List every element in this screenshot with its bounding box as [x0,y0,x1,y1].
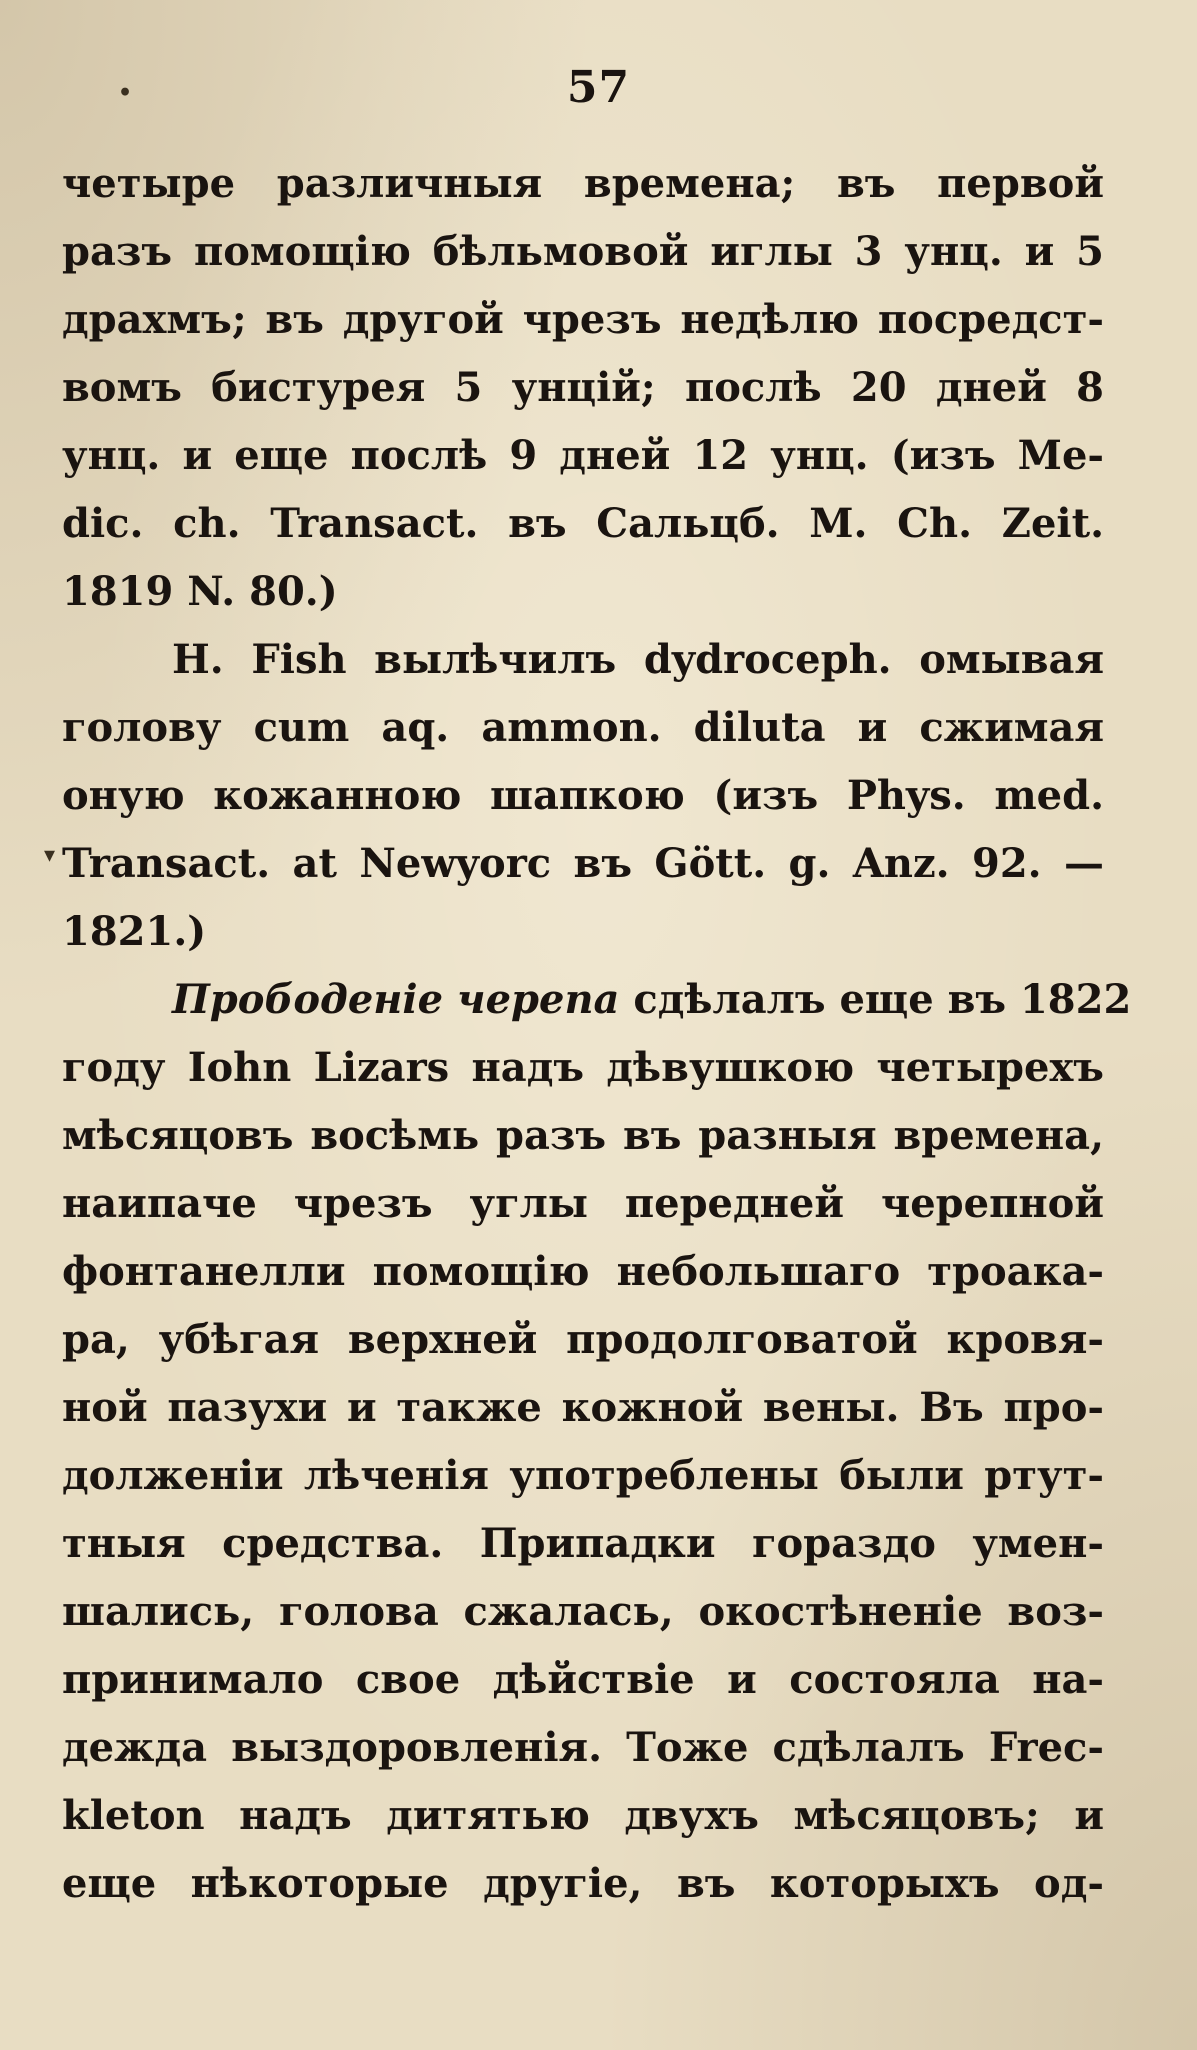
text-line: фонтанелли помощію небольшаго троака- [62,1248,1104,1295]
text-line: шались, голова сжалась, окостѣненіе воз- [62,1588,1104,1635]
margin-mark: ▾ [44,842,56,868]
text-line: четыре различныя времена; въ первой [62,160,1104,207]
text-line: еще нѣкоторые другіе, въ которыхъ од- [62,1860,1104,1907]
text-line: году Iohn Lizars надъ дѣвушкою четырехъ [62,1044,1104,1091]
text-line: ра, убѣгая верхней продолговатой кровя- [62,1316,1104,1363]
text-line: наипаче чрезъ углы передней черепной [62,1180,1104,1227]
text-line: принимало свое дѣйствіе и состояла на- [62,1656,1104,1703]
text-run: сдѣлалъ еще въ 1822 [619,976,1132,1023]
text-line: Transact. at Newyorc въ Gött. g. Anz. 92. — [62,840,1104,887]
margin-mark: • [118,80,133,106]
page-number: 57 [566,62,631,113]
text-line: ной пазухи и также кожной вены. Въ про- [62,1384,1104,1431]
text-line: dic. ch. Transact. въ Сальцб. M. Ch. Zeit. [62,500,1104,547]
text-line: драхмъ; въ другой чрезъ недѣлю посредст- [62,296,1104,343]
text-line: 1819 N. 80.) [62,568,338,615]
text-line: вомъ бистурея 5 унцій; послѣ 20 дней 8 [62,364,1104,411]
text-line: разъ помощію бѣльмовой иглы 3 унц. и 5 [62,228,1104,275]
text-line: дежда выздоровленія. Тоже сдѣлалъ Frec- [62,1724,1104,1771]
italic-heading: Прободеніе черепа [172,976,620,1023]
text-line: голову cum aq. ammon. diluta и сжимая [62,704,1104,751]
text-line: H. Fish вылѣчилъ dydroceph. омывая [172,636,1104,683]
text-line: мѣсяцовъ восѣмь разъ въ разныя времена, [62,1112,1104,1159]
text-line-first [62,966,1132,1034]
text-line: 1821.) [62,908,207,955]
text-line: тныя средства. Припадки гораздо умен- [62,1520,1104,1567]
text-line: оную кожанною шапкою (изъ Phys. med. [62,772,1104,819]
text-line: kleton надъ дитятью двухъ мѣсяцовъ; и [62,1792,1104,1839]
text-line: унц. и еще послѣ 9 дней 12 унц. (изъ Me- [62,432,1104,479]
body-text [62,150,1132,1918]
text-line: долженіи лѣченія употреблены были ртут- [62,1452,1104,1499]
